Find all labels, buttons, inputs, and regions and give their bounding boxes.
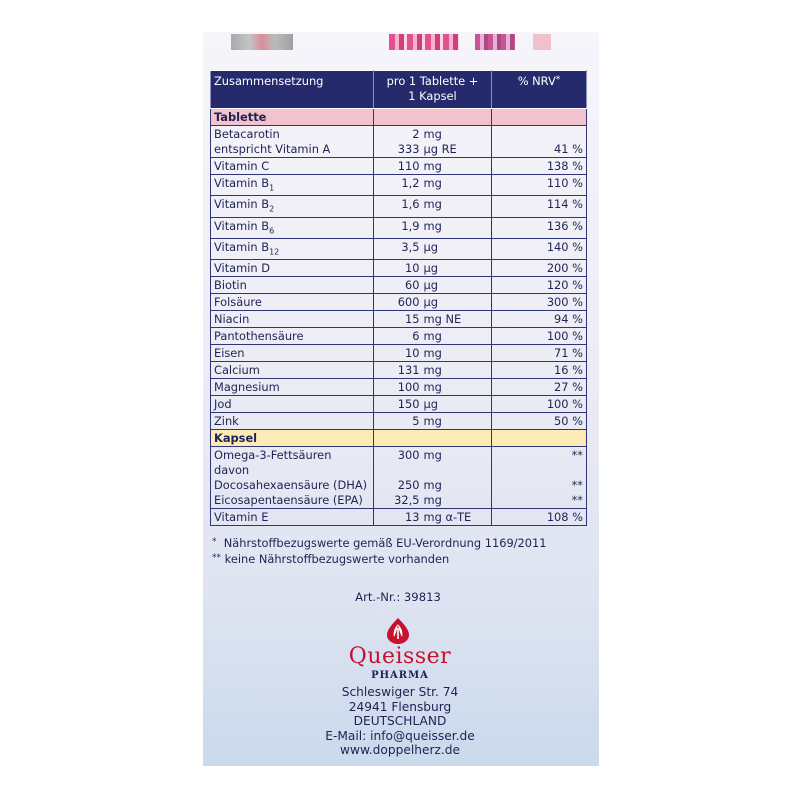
name-text: Betacarotin <box>214 127 280 141</box>
amount-unit: mg <box>423 197 442 212</box>
amount-unit: mg <box>423 363 442 378</box>
nutrient-amount <box>374 277 492 294</box>
package-top-edge <box>203 32 599 52</box>
amount-value <box>388 448 478 463</box>
nutrient-amount <box>374 311 492 328</box>
amount-number: 5 <box>412 414 420 429</box>
amount-number: 32,5 <box>394 493 420 508</box>
amount-number: 150 <box>397 397 420 412</box>
section-title <box>211 109 374 126</box>
brand-subtitle: PHARMA <box>371 670 429 681</box>
name-text: Vitamin D <box>214 261 271 276</box>
amount-line <box>377 448 488 463</box>
footnote-1: * Nährstoffbezugswerte gemäß EU-Verordnung 1169/2011 <box>212 536 547 550</box>
amount-unit: mg <box>423 127 442 141</box>
table-row <box>211 126 587 158</box>
table-row <box>211 396 587 413</box>
section-title <box>211 430 374 447</box>
section-title-text: Kapsel <box>214 431 258 446</box>
name-text: Calcium <box>214 363 260 378</box>
nutrient-name <box>211 196 374 217</box>
nutrient-nrv <box>492 260 587 277</box>
nutrient-name <box>211 311 374 328</box>
name-subscript: 12 <box>269 247 280 257</box>
nutrient-name <box>211 238 374 259</box>
nutrient-amount <box>374 294 492 311</box>
nrv-value: 138 % <box>546 159 583 173</box>
amount-number: 1,2 <box>401 176 420 190</box>
nutrient-nrv <box>492 396 587 413</box>
amount-unit: µg <box>423 278 438 293</box>
amount-number: 300 <box>397 448 420 463</box>
table-row <box>211 362 587 379</box>
address-web: www.doppelherz.de <box>340 743 460 758</box>
section-title-text: Tablette <box>214 110 267 124</box>
table-header <box>211 71 587 109</box>
amount-unit: mg α-TE <box>423 510 472 525</box>
nrv-value: 200 % <box>546 261 583 276</box>
nrv-value: 100 % <box>546 329 583 344</box>
nrv-value: 300 % <box>546 295 583 310</box>
amount-number: 15 <box>405 312 420 327</box>
amount-unit: mg <box>423 329 442 344</box>
nutrient-amount <box>374 447 492 509</box>
nutrient-nrv <box>492 379 587 396</box>
amount-number: 600 <box>397 295 420 310</box>
name-line <box>214 463 370 478</box>
amount-number: 100 <box>397 380 420 395</box>
name-text: Docosahexaensäure (DHA) <box>214 478 368 493</box>
amount-number: 2 <box>412 127 420 141</box>
nrv-value: ** <box>571 493 583 508</box>
nutrient-name <box>211 379 374 396</box>
top-edge-graphic <box>231 34 293 50</box>
amount-unit: mg NE <box>423 312 462 327</box>
name-line <box>214 478 370 493</box>
amount-value <box>388 278 478 293</box>
amount-unit: µg <box>423 397 438 412</box>
name-subscript: 2 <box>269 204 275 214</box>
name-text: Vitamin C <box>214 159 270 173</box>
amount-value <box>388 219 478 234</box>
name-text: Jod <box>214 397 232 412</box>
name-text: davon <box>214 463 250 478</box>
amount-unit: µg <box>423 295 438 310</box>
header-amount: pro 1 Tablette + 1 Kapsel <box>374 71 492 109</box>
nrv-value: 136 % <box>546 218 583 233</box>
nrv-value: 27 % <box>554 380 583 395</box>
nrv-value: 120 % <box>546 278 583 293</box>
nutrient-amount <box>374 126 492 158</box>
nutrient-amount <box>374 362 492 379</box>
amount-unit: mg <box>423 346 442 361</box>
nrv-value: 140 % <box>546 239 583 254</box>
nutrient-amount <box>374 379 492 396</box>
table-row <box>211 294 587 311</box>
nutrient-amount <box>374 345 492 362</box>
nutrient-amount <box>374 509 492 526</box>
nrv-line <box>495 448 583 463</box>
name-line <box>214 448 370 463</box>
amount-number: 10 <box>405 346 420 361</box>
nutrient-nrv <box>492 277 587 294</box>
nutrient-amount <box>374 175 492 196</box>
nutrient-nrv <box>492 175 587 196</box>
name-text: Niacin <box>214 312 250 327</box>
table-row <box>211 509 587 526</box>
nrv-value: 114 % <box>546 197 583 212</box>
name-text: Vitamin B <box>214 176 270 190</box>
nutrient-name <box>211 158 374 175</box>
section-blank <box>492 109 587 126</box>
amount-value <box>388 127 478 142</box>
nutrient-nrv <box>492 447 587 509</box>
amount-value <box>388 142 478 157</box>
nutrition-table <box>210 70 587 526</box>
amount-value <box>388 478 478 493</box>
amount-value <box>388 346 478 361</box>
nutrient-amount <box>374 396 492 413</box>
brand-name: Queisser <box>348 644 452 669</box>
nutrient-amount <box>374 196 492 217</box>
nrv-value: 16 % <box>554 363 583 378</box>
table-row <box>211 379 587 396</box>
amount-number: 250 <box>397 478 420 493</box>
name-subscript: 1 <box>269 183 275 193</box>
table-row <box>211 158 587 175</box>
name-text: Eisen <box>214 346 245 361</box>
nrv-line <box>495 142 583 157</box>
nutrient-amount <box>374 217 492 238</box>
amount-value <box>388 493 478 508</box>
table-row <box>211 413 587 430</box>
table-row <box>211 328 587 345</box>
nutrient-name <box>211 396 374 413</box>
nrv-value: ** <box>571 478 583 493</box>
amount-unit: mg <box>423 448 442 463</box>
nutrient-nrv <box>492 345 587 362</box>
top-edge-graphic <box>389 34 459 50</box>
nrv-value: 94 % <box>554 312 583 327</box>
manufacturer-address <box>0 685 800 758</box>
name-text: Pantothensäure <box>214 329 304 344</box>
amount-value <box>388 197 478 212</box>
nutrient-name <box>211 413 374 430</box>
name-text: Vitamin E <box>214 510 269 525</box>
nutrient-name <box>211 509 374 526</box>
address-country: DEUTSCHLAND <box>353 714 447 729</box>
nutrient-nrv <box>492 413 587 430</box>
address-street: Schleswiger Str. 74 <box>341 685 459 699</box>
top-edge-graphic <box>533 34 551 50</box>
amount-line <box>377 127 488 142</box>
nutrient-name <box>211 217 374 238</box>
nrv-line <box>495 493 583 508</box>
name-text: Magnesium <box>214 380 280 395</box>
name-text: Biotin <box>214 278 247 293</box>
article-number: Art.-Nr.: 39813 <box>355 590 441 604</box>
amount-number: 110 <box>397 159 420 173</box>
amount-value <box>388 510 478 525</box>
nutrient-name <box>211 294 374 311</box>
name-text: Vitamin B <box>214 218 270 233</box>
name-text: Folsäure <box>214 295 262 310</box>
nutrient-name <box>211 328 374 345</box>
table-row <box>211 238 587 259</box>
table-row <box>211 260 587 277</box>
header-composition: Zusammensetzung <box>211 71 374 109</box>
nutrient-amount <box>374 158 492 175</box>
nutrient-nrv <box>492 509 587 526</box>
table-row <box>211 277 587 294</box>
amount-value <box>388 159 478 174</box>
nutrient-amount <box>374 238 492 259</box>
nrv-line <box>495 127 583 142</box>
section-blank <box>374 109 492 126</box>
amount-number: 10 <box>405 261 420 276</box>
name-text: Vitamin B <box>214 239 270 254</box>
nutrient-nrv <box>492 158 587 175</box>
footnotes <box>212 535 547 567</box>
nutrient-amount <box>374 260 492 277</box>
name-text: Zink <box>214 414 239 429</box>
address-email: E-Mail: info@queisser.de <box>325 728 475 743</box>
nutrient-name <box>211 260 374 277</box>
amount-value <box>388 312 478 327</box>
amount-number: 333 <box>397 142 420 156</box>
amount-unit: mg <box>423 176 442 190</box>
name-line <box>214 127 370 142</box>
nutrient-name <box>211 277 374 294</box>
amount-value <box>388 295 478 310</box>
nutrient-name <box>211 175 374 196</box>
amount-line <box>377 493 488 508</box>
amount-unit: mg <box>423 493 442 508</box>
nutrient-nrv <box>492 328 587 345</box>
section-blank <box>374 430 492 447</box>
nutrient-name <box>211 362 374 379</box>
table-row <box>211 175 587 196</box>
nutrient-nrv <box>492 362 587 379</box>
nrv-value: ** <box>571 448 583 463</box>
nrv-value: 41 % <box>554 142 583 156</box>
header-nrv: % NRV* <box>492 71 587 109</box>
table-row <box>211 217 587 238</box>
nrv-value: 110 % <box>546 176 583 190</box>
nrv-value: 108 % <box>546 510 583 525</box>
amount-number: 13 <box>405 510 420 525</box>
amount-number: 131 <box>397 363 420 378</box>
nrv-value: 100 % <box>546 397 583 412</box>
amount-line <box>377 478 488 493</box>
amount-value <box>388 363 478 378</box>
name-text: Eicosapentaensäure (EPA) <box>214 493 363 508</box>
nutrient-nrv <box>492 311 587 328</box>
amount-value <box>388 380 478 395</box>
table-row <box>211 311 587 328</box>
amount-value <box>388 397 478 412</box>
nutrient-amount <box>374 413 492 430</box>
nrv-line <box>495 478 583 493</box>
amount-unit: mg <box>423 159 442 173</box>
amount-unit: mg <box>423 218 442 233</box>
top-edge-graphic <box>475 34 515 50</box>
nrv-value: 71 % <box>554 346 583 361</box>
section-header <box>211 430 587 447</box>
amount-unit: µg <box>423 239 438 254</box>
table-row <box>211 196 587 217</box>
leaf-drop-icon <box>384 616 412 644</box>
name-text: entspricht Vitamin A <box>214 142 331 156</box>
section-blank <box>492 430 587 447</box>
amount-number: 1,9 <box>401 218 420 233</box>
amount-value <box>388 240 478 255</box>
nutrient-nrv <box>492 196 587 217</box>
amount-number: 60 <box>405 278 420 293</box>
amount-line <box>377 142 488 157</box>
nutrient-name <box>211 345 374 362</box>
section-header <box>211 109 587 126</box>
amount-number: 6 <box>412 329 420 344</box>
table-row <box>211 345 587 362</box>
amount-value <box>388 414 478 429</box>
nrv-value: 50 % <box>554 414 583 429</box>
amount-value <box>388 261 478 276</box>
amount-unit: mg <box>423 478 442 493</box>
nutrient-amount <box>374 328 492 345</box>
nutrient-name <box>211 447 374 509</box>
nutrient-name <box>211 126 374 158</box>
footnote-2: ** keine Nährstoffbezugswerte vorhanden <box>212 552 450 566</box>
amount-value <box>388 329 478 344</box>
name-text: Omega-3-Fettsäuren <box>214 448 332 463</box>
name-text: Vitamin B <box>214 197 270 212</box>
nutrient-nrv <box>492 238 587 259</box>
name-subscript: 6 <box>269 225 275 235</box>
name-line <box>214 142 370 157</box>
nutrient-nrv <box>492 294 587 311</box>
amount-unit: mg <box>423 414 442 429</box>
name-line <box>214 493 370 508</box>
amount-unit: µg RE <box>423 142 457 156</box>
amount-value <box>388 176 478 191</box>
table-row <box>211 447 587 509</box>
amount-number: 1,6 <box>401 197 420 212</box>
amount-unit: µg <box>423 261 438 276</box>
amount-unit: mg <box>423 380 442 395</box>
address-city: 24941 Flensburg <box>348 699 452 714</box>
amount-number: 3,5 <box>401 239 420 254</box>
nutrient-nrv <box>492 126 587 158</box>
nutrient-nrv <box>492 217 587 238</box>
